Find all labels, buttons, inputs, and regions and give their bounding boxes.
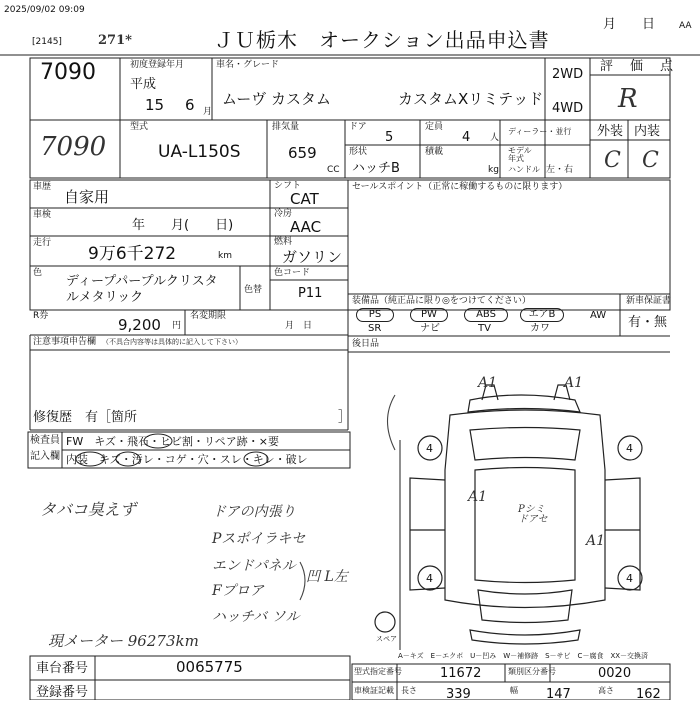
displacement-label: 排気量: [272, 122, 300, 132]
recycle-unit: 円: [172, 321, 182, 331]
inspector-label-1: 検査員: [30, 435, 60, 446]
inspection-label: 車検: [33, 210, 52, 220]
drive-2wd: 2WD: [552, 67, 584, 82]
width-label: 幅: [510, 686, 518, 695]
diagram-4-front-left: 4: [426, 442, 433, 455]
inspector-row-interior: 内装 キズ・汚レ・コゲ・穴・スレ・キレ・破レ: [66, 453, 308, 466]
model-value: UA-L150S: [158, 142, 241, 162]
note-right-5: ハッチバ ソル: [212, 609, 300, 625]
first-reg-era: 平成: [130, 77, 157, 92]
aircon-value: AAC: [290, 218, 322, 236]
name-change-label: 名変期限: [190, 311, 227, 321]
equip-abs: ABS: [464, 308, 508, 322]
first-reg-month: 6: [185, 96, 195, 114]
equipment-label: 装備品（純正品に限り◎をつけてください）: [352, 296, 531, 306]
note-right-4: Fプロア: [212, 583, 264, 599]
color-value-2: ルメタリック: [66, 290, 144, 305]
handle-label: ハンドル: [508, 165, 540, 174]
interior-label: 内装: [634, 124, 661, 139]
handle-value: 左・右: [546, 165, 574, 175]
inspector-label-2: 記入欄: [30, 451, 60, 462]
notes-sub: （不具合内容等は具体的に記入して下さい）: [102, 338, 242, 346]
serial-stars: 271*: [98, 33, 132, 48]
sales-point-label: セールスポイント（正常に稼働するものに限ります）: [352, 182, 568, 192]
page-title: ＪＵ栃木 オークション出品申込書: [214, 28, 550, 52]
equip-navi: ナビ: [420, 323, 440, 334]
fuel-label: 燃料: [274, 237, 293, 247]
diagram-4-rear-left: 4: [426, 572, 433, 585]
capacity-unit: 人: [490, 133, 500, 143]
diagram-roof-note: Pシミ ドアセ: [518, 504, 548, 525]
diagram-a1-side-left: A1: [468, 489, 488, 505]
diagram-a1-top-right: A1: [564, 375, 584, 391]
exterior-value: C: [604, 148, 621, 173]
model-cat-label: 型式指定番号: [354, 667, 402, 676]
note-right-1: ドアの内張り: [212, 504, 296, 520]
fuel-value: ガソリン: [282, 248, 343, 266]
length-label: 長さ: [401, 686, 417, 695]
height-label: 高さ: [598, 686, 614, 695]
equip-airbag: エアB: [520, 308, 564, 322]
note-right-3: エンドパネル: [212, 558, 296, 574]
model-cat-value: 11672: [440, 666, 482, 681]
mileage-unit: km: [218, 251, 232, 261]
diagram-a1-top-left: A1: [478, 375, 498, 391]
form-number: [2145]: [32, 37, 62, 47]
shape-label: 形状: [349, 147, 368, 157]
note-right-2: Pスポイラキセ: [212, 531, 306, 547]
height-value: 162: [636, 687, 661, 702]
recycle-value: 9,200: [118, 316, 161, 334]
color-code-label: 色コード: [274, 268, 311, 278]
recycle-label: R券: [33, 311, 49, 321]
width-value: 147: [546, 687, 571, 702]
payload-label: 積載: [425, 147, 444, 157]
grade-value: R: [618, 84, 638, 114]
car-name-label: 車名・グレード: [216, 60, 280, 70]
usage-value: 自家用: [64, 188, 110, 206]
shift-value: CAT: [290, 190, 319, 208]
payload-unit: kg: [488, 165, 499, 175]
diagram-4-rear-right: 4: [626, 572, 633, 585]
new-warranty-value: 有・無: [628, 315, 668, 330]
repair-history-end: ］: [338, 410, 352, 425]
equip-ps: PS: [356, 308, 394, 322]
equip-tv: TV: [478, 323, 491, 334]
inspector-row-fw: FW キズ・飛石・ヒビ割・リペア跡・×要: [66, 435, 279, 448]
lot-number-handwritten: 7090: [40, 132, 107, 162]
new-warranty-label: 新車保証書: [626, 296, 672, 306]
color-label: 色: [33, 268, 43, 278]
dims-label: 車検証記載: [354, 686, 394, 695]
capacity-label: 定員: [425, 122, 444, 132]
first-reg-year: 15: [145, 96, 165, 114]
displacement-unit: CC: [327, 165, 340, 175]
note-odometer: 現メーター 96273km: [48, 632, 199, 650]
note-bracket: 凹 L左: [306, 569, 348, 585]
notes-label: 注意事項申告欄: [33, 337, 97, 347]
doors-label: ドア: [349, 122, 367, 132]
color-change-label: 色替: [244, 285, 263, 295]
car-grade: カスタムXリミテッド: [398, 90, 544, 108]
mileage-value: 9万6千272: [88, 244, 177, 264]
shift-label: シフト: [274, 181, 302, 191]
date-fields: 月 日: [603, 17, 656, 32]
lot-number: 7090: [40, 60, 96, 85]
interior-value: C: [642, 148, 659, 173]
model-year-label: モデル年式: [508, 146, 532, 163]
length-value: 339: [446, 687, 471, 702]
class-label: 類別区分番号: [508, 667, 556, 676]
equip-aw: AW: [590, 310, 607, 321]
capacity-value: 4: [462, 130, 471, 145]
mileage-label: 走行: [33, 238, 52, 248]
equip-pw: PW: [410, 308, 448, 322]
repair-history: 修復歴 有［箇所: [33, 410, 138, 425]
equip-leather: カワ: [530, 323, 550, 334]
color-code: P11: [298, 286, 323, 301]
chassis-label: 車台番号: [36, 661, 89, 676]
aircon-label: 冷房: [274, 209, 293, 219]
timestamp: 2025/09/02 09:09: [4, 5, 85, 15]
inspection-date: 年 月( 日): [132, 218, 234, 233]
car-name: ムーヴ カスタム: [222, 90, 332, 108]
name-change-date: 月 日: [285, 321, 313, 331]
color-value-1: ディープパープルクリスタ: [66, 274, 218, 289]
aa-mark: AA: [679, 21, 692, 31]
doors-value: 5: [385, 130, 394, 145]
model-label: 型式: [130, 122, 149, 132]
first-reg-month-unit: 月: [203, 107, 213, 117]
drive-4wd: 4WD: [552, 101, 584, 116]
class-value: 0020: [598, 666, 632, 681]
diagram-4-front-right: 4: [626, 442, 633, 455]
dealer-label: ディーラー・並行: [508, 127, 572, 136]
diagram-spare: スペア: [376, 635, 397, 643]
first-reg-label: 初度登録年月: [130, 60, 185, 70]
equip-sr: SR: [368, 323, 382, 334]
grade-label: 評 価 点: [600, 59, 676, 74]
shape-value: ハッチB: [352, 161, 400, 176]
note-left: タバコ臭えず: [40, 500, 136, 519]
diagram-legend: A－キズ E－エクボ U－凹み W－補修跡 S－サビ C－腐食 XX－交換済: [398, 652, 649, 660]
diagram-a1-side-right: A1: [586, 533, 606, 549]
displacement-value: 659: [288, 144, 317, 162]
chassis-value: 0065775: [176, 658, 243, 676]
rear-label: 後日品: [352, 339, 380, 349]
reg-label: 登録番号: [36, 685, 89, 700]
usage-label: 車歴: [33, 182, 52, 192]
exterior-label: 外装: [597, 124, 624, 139]
